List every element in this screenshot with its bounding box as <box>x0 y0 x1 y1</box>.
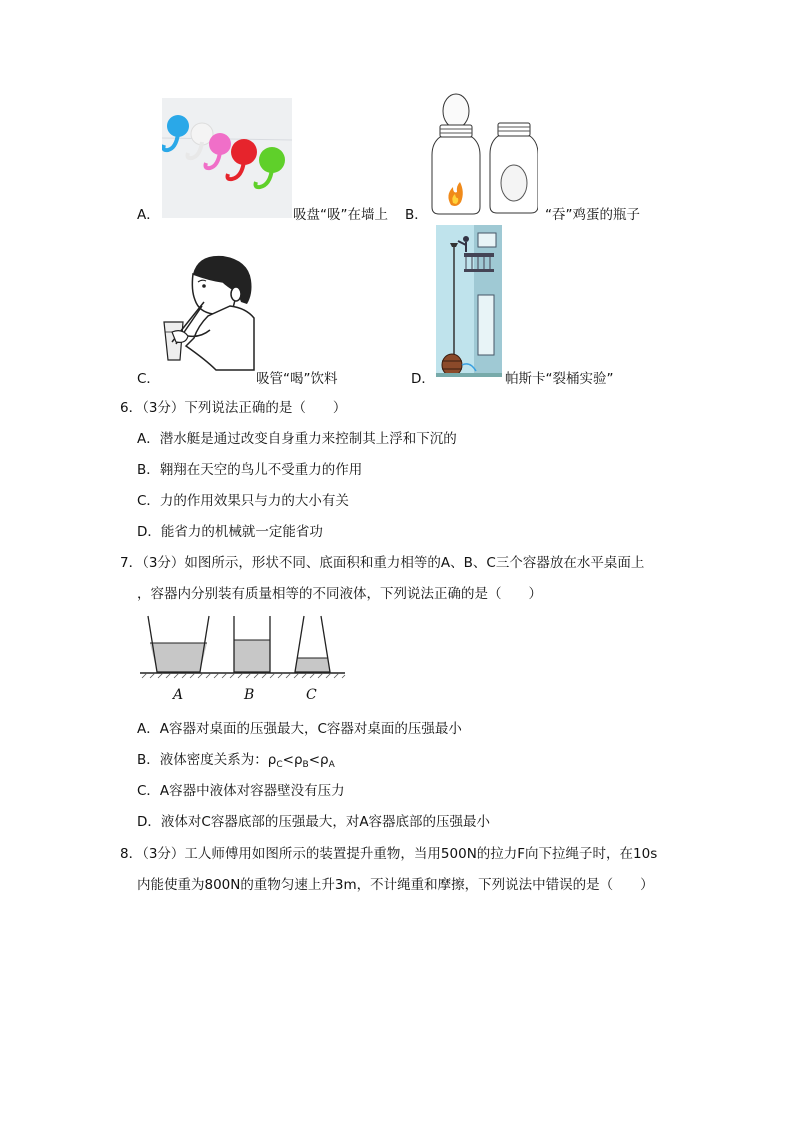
q6-option-d: D．能省力的机械就一定能省功 <box>137 524 323 540</box>
q7-option-a: A．A容器对桌面的压强最大，C容器对桌面的压强最小 <box>137 721 462 737</box>
rho-b: $\rho_B$ <box>293 752 309 770</box>
q8-stem-line2: 内能使重为800N的重物匀速上升3m，不计绳重和摩擦，下列说法中错误的是（ ） <box>137 877 654 893</box>
option-c-label: C． <box>137 371 160 387</box>
option-c-caption: 吸管“喝”饮料 <box>256 371 338 387</box>
q6-stem: 6．（3分）下列说法正确的是（ ） <box>120 400 347 416</box>
boy-drinking-image <box>158 252 256 372</box>
container-label-b: B <box>244 687 255 703</box>
rho-c: $\rho_C$ <box>267 752 283 770</box>
q8-stem-line1: 8．（3分）工人师傅用如图所示的装置提升重物，当用500N的拉力F向下拉绳子时，在10s <box>120 846 658 862</box>
option-d-caption: 帕斯卡“裂桶实验” <box>505 371 614 387</box>
container-label-a: A <box>173 687 184 703</box>
containers-diagram <box>140 610 350 705</box>
q7-stem-line1: 7．（3分）如图所示，形状不同、底面积和重力相等的A、B、C三个容器放在水平桌面上 <box>120 555 645 571</box>
pascal-barrel-image <box>436 225 502 377</box>
q7-stem-line2: ，容器内分别装有质量相等的不同液体，下列说法正确的是（ ） <box>137 586 542 602</box>
container-label-c: C <box>306 687 317 703</box>
q6-option-b: B．翱翔在天空的鸟儿不受重力的作用 <box>137 462 363 478</box>
q6-option-a: A．潜水艇是通过改变自身重力来控制其上浮和下沉的 <box>137 431 457 447</box>
q6-option-c: C．力的作用效果只与力的大小有关 <box>137 493 349 509</box>
q7-option-b <box>137 748 335 770</box>
less-than-2: < <box>308 752 321 768</box>
q7-option-c: C．A容器中液体对容器壁没有压力 <box>137 783 345 799</box>
option-a-caption: 吸盘“吸”在墙上 <box>293 207 388 223</box>
egg-bottles-image <box>428 93 538 218</box>
option-a-label: A． <box>137 207 160 223</box>
option-d-label: D． <box>411 371 435 387</box>
rho-a: $\rho_A$ <box>320 752 335 770</box>
q7-option-b-prefix: B．液体密度关系为： <box>137 752 268 768</box>
q7-option-d: D．液体对C容器底部的压强最大，对A容器底部的压强最小 <box>137 814 491 830</box>
option-b-caption: “吞”鸡蛋的瓶子 <box>545 207 640 223</box>
suction-hooks-image <box>162 98 292 218</box>
option-b-label: B． <box>405 207 428 223</box>
less-than-1: < <box>282 752 294 768</box>
